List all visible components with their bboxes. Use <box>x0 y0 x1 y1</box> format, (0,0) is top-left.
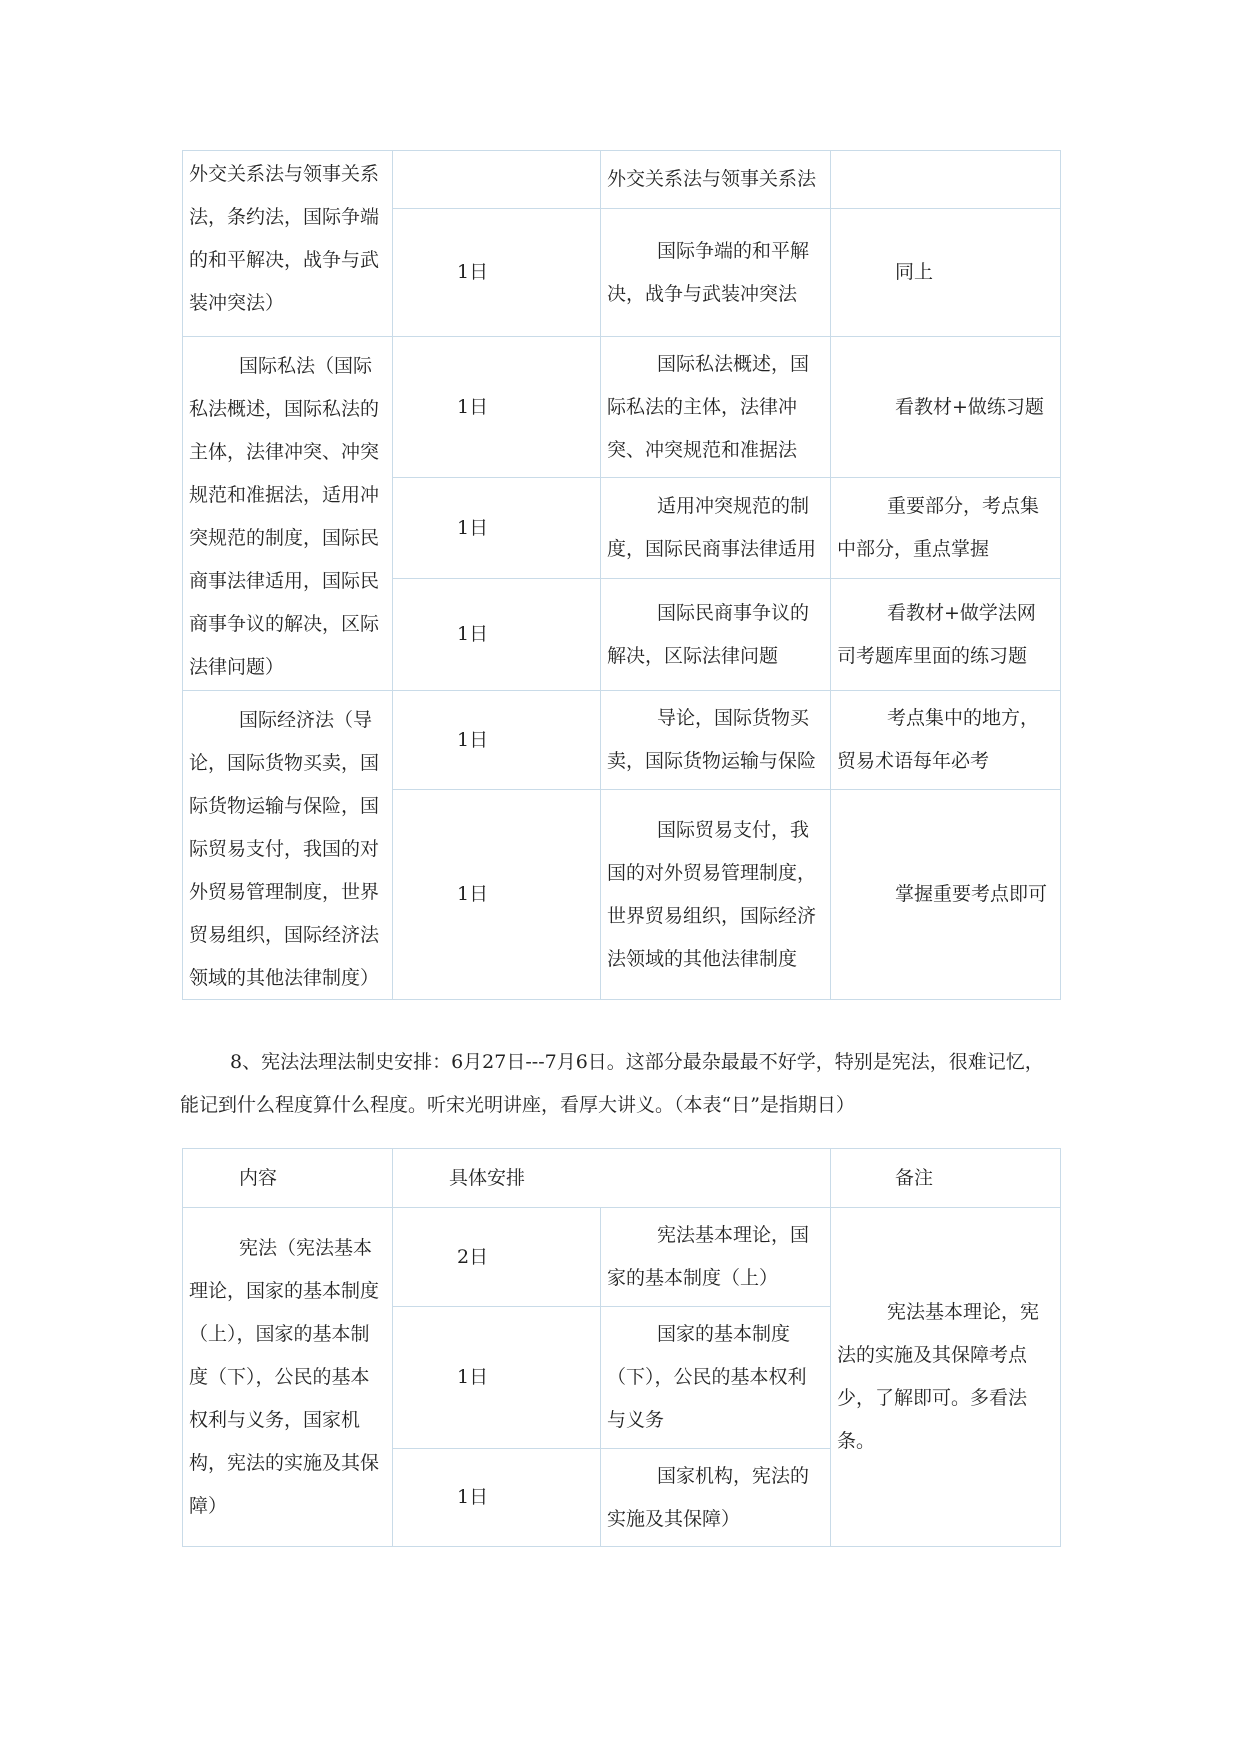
table-cell <box>392 336 601 478</box>
cell-text: 1日 <box>457 1486 489 1508</box>
table-cell <box>600 477 831 579</box>
table-cell <box>392 150 601 209</box>
header-text: 内容 <box>239 1166 278 1189</box>
table-cell <box>830 789 1061 1000</box>
cell-text: 适用冲突规范的制度，国际民商事法律适用 <box>607 495 817 560</box>
table-cell <box>182 336 393 691</box>
table-cell <box>830 208 1061 337</box>
cell-text: 看教材+做学法网司考题库里面的练习题 <box>837 601 1036 667</box>
table-cell <box>600 578 831 691</box>
cell-text: 1日 <box>457 883 489 905</box>
cell-text: 1日 <box>457 516 489 539</box>
cell-text: 宪法基本理论，国家的基本制度（上） <box>607 1224 810 1289</box>
table-cell <box>830 336 1061 478</box>
table-cell <box>600 150 831 209</box>
cell-text: 2日 <box>457 1245 489 1268</box>
table-cell <box>182 690 393 1000</box>
cell-text: 1日 <box>457 1366 489 1388</box>
cell-text: 1日 <box>457 395 489 418</box>
cell-text: 国家机构，宪法的实施及其保障） <box>607 1464 810 1530</box>
cell-text: 国际私法概述，国际私法的主体，法律冲突、冲突规范和准据法 <box>607 352 810 461</box>
cell-text: 导论，国际货物买卖，国际货物运输与保险 <box>607 707 817 772</box>
cell-text: 国家的基本制度（下），公民的基本权利与义务 <box>607 1323 807 1431</box>
table-cell <box>392 208 601 337</box>
table-cell <box>392 578 601 691</box>
table-cell <box>182 150 393 337</box>
table-cell <box>600 690 831 790</box>
cell-text: 1日 <box>457 261 489 283</box>
header-text: 备注 <box>895 1166 934 1189</box>
cell-text: 看教材+做练习题 <box>895 395 1044 418</box>
table-cell <box>600 789 831 1000</box>
cell-text: 国际贸易支付，我国的对外贸易管理制度，世界贸易组织，国际经济法领域的其他法律制度 <box>607 818 817 970</box>
cell-text: 宪法（宪法基本理论，国家的基本制度（上），国家的基本制度（下），公民的基本权利与义务，国家机构，宪法的实施及其保障） <box>189 1236 380 1517</box>
table-cell <box>600 336 831 478</box>
table-cell <box>392 690 601 790</box>
cell-text: 外交关系法与领事关系法 <box>607 168 817 190</box>
cell-text: 宪法基本理论，宪法的实施及其保障考点少，了解即可。多看法条。 <box>837 1301 1040 1452</box>
table-cell <box>392 477 601 579</box>
cell-text: 国际争端的和平解决，战争与武装冲突法 <box>607 239 810 305</box>
cell-text: 国际经济法（导论，国际货物买卖，国际货物运输与保险，国际贸易支付，我国的对外贸易管理制度，世界贸易组织，国际经济法领域的其他法律制度） <box>189 709 380 989</box>
table-cell <box>392 789 601 1000</box>
cell-text: 国际私法（国际私法概述，国际私法的主体，法律冲突、冲突规范和准据法，适用冲突规范的制度，国际民商事法律适用，国际民商事争议的解决，区际法律问题） <box>189 355 380 678</box>
cell-text: 掌握重要考点即可 <box>895 883 1048 905</box>
table-cell <box>830 477 1061 579</box>
section-paragraph: 8、宪法法理法制史安排：6月27日---7月6日。这部分最杂最最不好学，特别是宪法，很难记忆，能记到什么程度算什么程度。听宋光明讲座，看厚大讲义。（本表“日”是指期日） <box>180 1051 1044 1116</box>
cell-text: 同上 <box>895 261 934 283</box>
cell-text: 考点集中的地方，贸易术语每年必考 <box>837 707 1040 772</box>
table-cell <box>830 690 1061 790</box>
table-cell <box>600 208 831 337</box>
cell-text: 1日 <box>457 728 489 751</box>
cell-text: 外交关系法与领事关系法，条约法，国际争端的和平解决，战争与武装冲突法） <box>189 163 380 314</box>
cell-text: 1日 <box>457 623 489 645</box>
header-text: 具体安排 <box>449 1166 526 1189</box>
table-cell <box>830 150 1061 209</box>
cell-text: 重要部分，考点集中部分，重点掌握 <box>837 495 1040 560</box>
cell-text: 国际民商事争议的解决，区际法律问题 <box>607 601 810 667</box>
table-cell <box>830 578 1061 691</box>
